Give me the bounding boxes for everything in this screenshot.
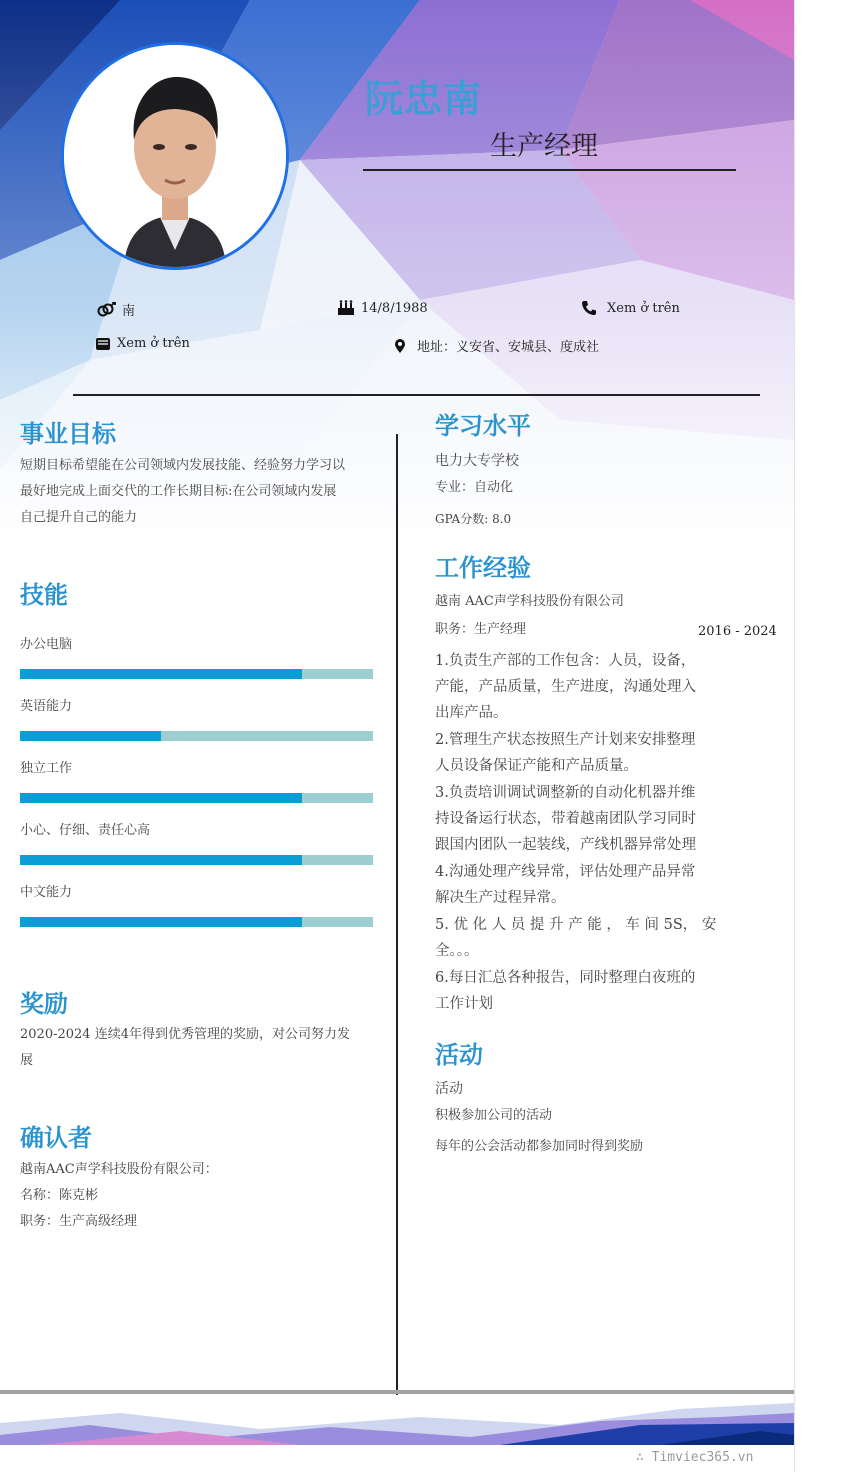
- experience-heading: 工作经验: [435, 554, 531, 582]
- column-divider: [396, 434, 398, 1404]
- watermark: ∴ Timviec365.vn: [636, 1450, 754, 1465]
- experience-line: 人员设备保证产能和产品质量。: [435, 758, 638, 774]
- skill-bar-fill: [20, 917, 302, 927]
- birthday-info: [337, 300, 428, 316]
- phone-value: Xem ở trên: [607, 300, 680, 316]
- skill-label: 小心、仔细、责任心高: [20, 823, 151, 838]
- gender-value: 南: [122, 304, 136, 319]
- birthday-cake-icon: [337, 300, 355, 316]
- awards-line: 展: [20, 1053, 34, 1068]
- skill-bar: [20, 669, 373, 679]
- phone-info: [581, 300, 680, 316]
- skill-label: 英语能力: [20, 699, 73, 714]
- profile-photo: [61, 42, 289, 270]
- skill-bar-fill: [20, 731, 161, 741]
- activities-line: 活动: [435, 1081, 463, 1097]
- address-value: 地址：义安省、安城县、度成社: [417, 340, 600, 355]
- experience-position: 职务：生产经理: [435, 622, 527, 637]
- skill-bar: [20, 917, 373, 927]
- skill-bar: [20, 731, 373, 741]
- header-divider: [73, 394, 760, 396]
- experience-period: 2016 - 2024: [698, 624, 777, 639]
- person-portrait: [64, 45, 286, 267]
- objective-line: 短期目标希望能在公司领域内发展技能、经验努力学习以: [20, 458, 346, 473]
- objective-heading: 事业目标: [20, 420, 116, 448]
- gender-info: [96, 300, 135, 319]
- reference-line: 职务：生产高级经理: [20, 1214, 138, 1229]
- skill-bar-fill: [20, 669, 302, 679]
- gender-icon: [96, 302, 116, 318]
- email-info: [95, 336, 190, 351]
- experience-line: 持设备运行状态，带着越南团队学习同时: [435, 811, 696, 827]
- experience-line: 工作计划: [435, 996, 493, 1012]
- job-title: 生产经理: [490, 131, 598, 162]
- experience-line: 3.负责培训调试调整新的自动化机器并维: [435, 785, 696, 801]
- footer-background: [0, 1395, 794, 1445]
- email-value: Xem ở trên: [117, 336, 190, 351]
- page-edge: [794, 0, 795, 1472]
- skill-label: 独立工作: [20, 761, 73, 776]
- experience-line: 全。。。: [435, 943, 479, 959]
- activities-heading: 活动: [435, 1041, 483, 1069]
- experience-line: 跟国内团队一起装线，产线机器异常处理: [435, 837, 696, 853]
- activities-line: 积极参加公司的活动: [435, 1108, 553, 1123]
- skill-label: 中文能力: [20, 885, 73, 900]
- experience-line: 出库产品。: [435, 705, 508, 721]
- address-info: [393, 336, 599, 355]
- experience-company: 越南 AAC声学科技股份有限公司: [435, 594, 624, 609]
- skill-bar-fill: [20, 793, 302, 803]
- skill-bar-fill: [20, 855, 302, 865]
- title-divider: [363, 169, 736, 171]
- skill-label: 办公电脑: [20, 637, 73, 652]
- objective-line: 最好地完成上面交代的工作长期目标:在公司领域内发展: [20, 484, 337, 499]
- references-heading: 确认者: [20, 1124, 92, 1152]
- awards-line: 2020-2024 连续4年得到优秀管理的奖励，对公司努力发: [20, 1027, 350, 1042]
- education-gpa: GPA分数: 8.0: [435, 512, 512, 526]
- experience-line: 6.每日汇总各种报告，同时整理白夜班的: [435, 970, 696, 986]
- reference-line: 越南AAC声学科技股份有限公司：: [20, 1162, 218, 1177]
- skills-heading: 技能: [20, 581, 68, 609]
- objective-line: 自己提升自己的能力: [20, 510, 138, 525]
- candidate-name: 阮忠南: [365, 77, 483, 121]
- birthday-value: 14/8/1988: [361, 300, 428, 316]
- education-heading: 学习水平: [435, 412, 531, 440]
- experience-line: 4.沟通处理产线异常，评估处理产品异常: [435, 864, 696, 880]
- email-icon: [95, 337, 111, 351]
- reference-line: 名称：陈克彬: [20, 1188, 99, 1203]
- experience-line: 1.负责生产部的工作包含：人员，设备，: [435, 653, 696, 669]
- phone-icon: [581, 300, 597, 316]
- skill-bar: [20, 855, 373, 865]
- experience-line: 5. 优 化 人 员 提 升 产 能 ， 车 间 5S， 安: [435, 917, 717, 933]
- skill-bar: [20, 793, 373, 803]
- education-school: 电力大专学校: [435, 453, 519, 469]
- experience-line: 解决生产过程异常。: [435, 890, 566, 906]
- experience-line: 2.管理生产状态按照生产计划来安排整理: [435, 732, 696, 748]
- activities-line: 每年的公会活动都参加同时得到奖励: [435, 1139, 644, 1154]
- education-major: 专业：自动化: [435, 480, 514, 495]
- footer-divider: [0, 1390, 794, 1394]
- experience-line: 产能，产品质量，生产进度，沟通处理入: [435, 679, 696, 695]
- awards-heading: 奖励: [20, 990, 68, 1018]
- location-pin-icon: [393, 338, 407, 354]
